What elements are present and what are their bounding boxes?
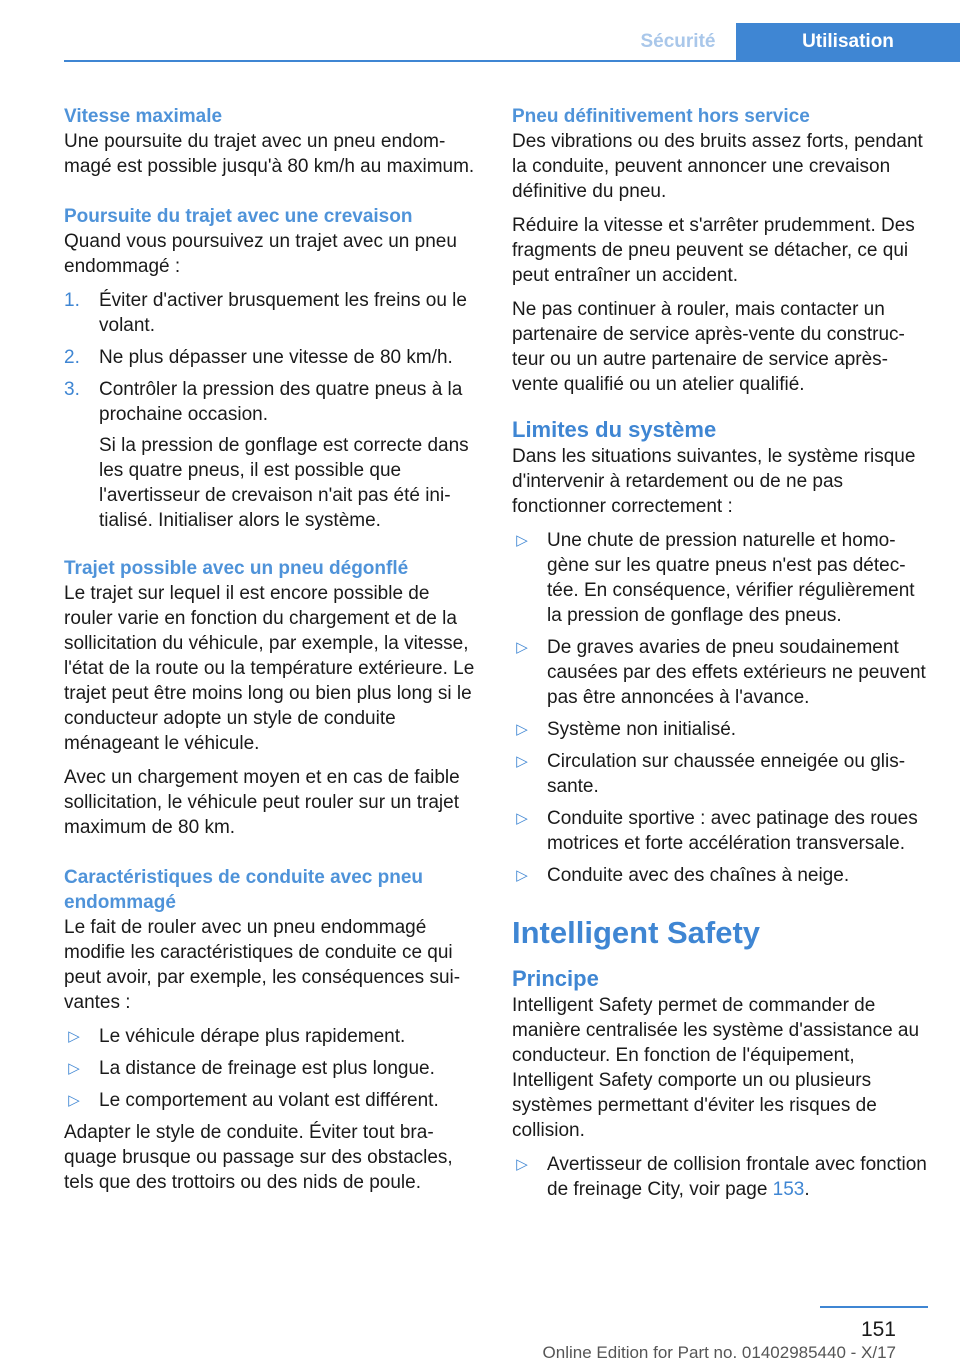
paragraph: Dans les situations suivantes, le système risque d'intervenir à retardement ou de ne pas fonctionner correctement :	[512, 446, 916, 517]
paragraph: Une poursuite du trajet avec un pneu endommagé est possible jusqu'à 80 km/h au maximum.	[64, 131, 475, 177]
list-item	[512, 863, 928, 888]
section-title-trajet: Trajet possible avec un pneu dégonflé	[64, 558, 409, 579]
list-item	[64, 377, 480, 533]
triangle-bullet-icon: ▷	[516, 810, 528, 827]
step-number: 1.	[64, 290, 80, 311]
list-item-text: Circulation sur chaussée enneigée ou glissante.	[547, 751, 906, 797]
list-item-text: Avertisseur de collision frontale avec fonction de freinage City, voir page	[547, 1154, 927, 1200]
list-item-text: Une chute de pression naturelle et homogène sur les quatre pneus n'est pas détectée. En conséquence, vérifier régulièrement la pression de gonflage des pneus.	[547, 530, 915, 626]
paragraph: Adapter le style de conduite. Éviter tout braquage brusque ou passage sur des obstacles, tels que des trottoirs ou des nids de poule.	[64, 1122, 453, 1193]
section-title-limites: Limites du système	[512, 417, 717, 442]
page-link[interactable]: 153	[772, 1179, 805, 1200]
tab-utilisation[interactable]: Utilisation	[736, 23, 960, 61]
list-item	[512, 528, 928, 628]
triangle-bullet-icon: ▷	[516, 721, 528, 738]
tab-securite[interactable]: Sécurité	[620, 23, 736, 61]
list-item	[64, 1088, 480, 1113]
header-tabs	[620, 23, 960, 61]
step-text: Contrôler la pression des quatre pneus à la prochaine occasion.	[99, 379, 463, 425]
section-title-caracteristiques: Caractéristiques de conduite avec pneu endommagé	[64, 867, 424, 913]
page-number: 151	[860, 1318, 896, 1341]
list-item-text: Conduite avec des chaînes à neige.	[547, 865, 850, 886]
list-item-text: Système non initialisé.	[547, 719, 737, 740]
triangle-bullet-icon: ▷	[68, 1092, 80, 1109]
list-item-text: La distance de freinage est plus longue.	[99, 1058, 435, 1079]
paragraph: Le trajet sur lequel il est encore possible de rouler varie en fonction du chargement et de la sollicitation du véhicule, par exemple, la vitesse, l'état de la route ou la température extérieure. Le trajet peut être moins long ou bien plus long si le conducteur adopte un style de conduite ménageant le véhicule.	[64, 583, 475, 754]
triangle-bullet-icon: ▷	[516, 867, 528, 884]
paragraph: Avec un chargement moyen et en cas de faible sollicitation, le véhicule peut rouler sur un trajet maximum de 80 km.	[64, 767, 460, 838]
list-item	[512, 717, 928, 742]
list-item	[64, 1056, 480, 1081]
list-item-text: De graves avaries de pneu soudainement causées par des effets extérieurs ne peuvent pas être annoncées à l'avance.	[547, 637, 926, 708]
section-title-pneu-hors-service: Pneu définitivement hors service	[512, 106, 810, 127]
list-item	[512, 749, 928, 799]
triangle-bullet-icon: ▷	[68, 1060, 80, 1077]
step-number: 2.	[64, 347, 80, 368]
limits-list	[512, 528, 928, 888]
features-list	[512, 1152, 928, 1202]
header-divider	[64, 60, 960, 62]
paragraph: Quand vous poursuivez un trajet avec un pneu endommagé :	[64, 231, 457, 277]
edition-note: Online Edition for Part no. 01402985440 - X/17	[542, 1343, 896, 1362]
triangle-bullet-icon: ▷	[516, 639, 528, 656]
chapter-title-intelligent-safety: Intelligent Safety	[512, 915, 761, 950]
list-item-text: Conduite sportive : avec patinage des roues motrices et forte accélération transversale.	[547, 808, 918, 854]
triangle-bullet-icon: ▷	[68, 1028, 80, 1045]
list-item	[64, 1024, 480, 1049]
left-column	[64, 104, 480, 1204]
list-item	[512, 1152, 928, 1202]
list-item-text: Le véhicule dérape plus rapidement.	[99, 1026, 406, 1047]
step-note: Si la pression de gonflage est correcte dans les quatre pneus, il est possible que l'avertisseur de crevaison n'ait pas été initialisé. Initialiser alors le système.	[99, 435, 469, 531]
right-column	[512, 104, 928, 1209]
list-item	[512, 806, 928, 856]
list-item-text: Le comportement au volant est différent.	[99, 1090, 439, 1111]
list-item-punct: .	[804, 1179, 810, 1200]
triangle-bullet-icon: ▷	[516, 1156, 528, 1173]
step-number: 3.	[64, 379, 80, 400]
paragraph: Le fait de rouler avec un pneu endommagé modifie les caractéristiques de conduite ce qui peut avoir, par exemple, les conséquences suivantes :	[64, 917, 461, 1013]
paragraph: Réduire la vitesse et s'arrêter prudemment. Des fragments de pneu peuvent se détacher, ce qui peut entraîner un accident.	[512, 215, 915, 286]
section-title-poursuite: Poursuite du trajet avec une crevaison	[64, 206, 413, 227]
list-item	[512, 635, 928, 710]
triangle-bullet-icon: ▷	[516, 753, 528, 770]
steps-list	[64, 288, 480, 533]
paragraph: Ne pas continuer à rouler, mais contacter un partenaire de service après-vente du constructeur ou un autre partenaire de service après-vente qualifié ou un atelier qualifié.	[512, 299, 905, 395]
list-item	[64, 345, 480, 370]
triangle-bullet-icon: ▷	[516, 532, 528, 549]
section-title-vitesse: Vitesse maximale	[64, 106, 223, 127]
step-text: Éviter d'activer brusquement les freins ou le volant.	[99, 290, 467, 336]
consequences-list	[64, 1024, 480, 1113]
list-item	[64, 288, 480, 338]
step-text: Ne plus dépasser une vitesse de 80 km/h.	[99, 347, 453, 368]
section-title-principe: Principe	[512, 966, 599, 991]
paragraph: Intelligent Safety permet de commander de manière centralisée les système d'assistance au conducteur. En fonction de l'équipement, Intelligent Safety comporte un ou plusieurs systèmes permettant d'éviter les risques de collision.	[512, 995, 920, 1141]
paragraph: Des vibrations ou des bruits assez forts, pendant la conduite, peuvent annoncer une crevaison définitive du pneu.	[512, 131, 923, 202]
footer-divider	[820, 1306, 928, 1308]
